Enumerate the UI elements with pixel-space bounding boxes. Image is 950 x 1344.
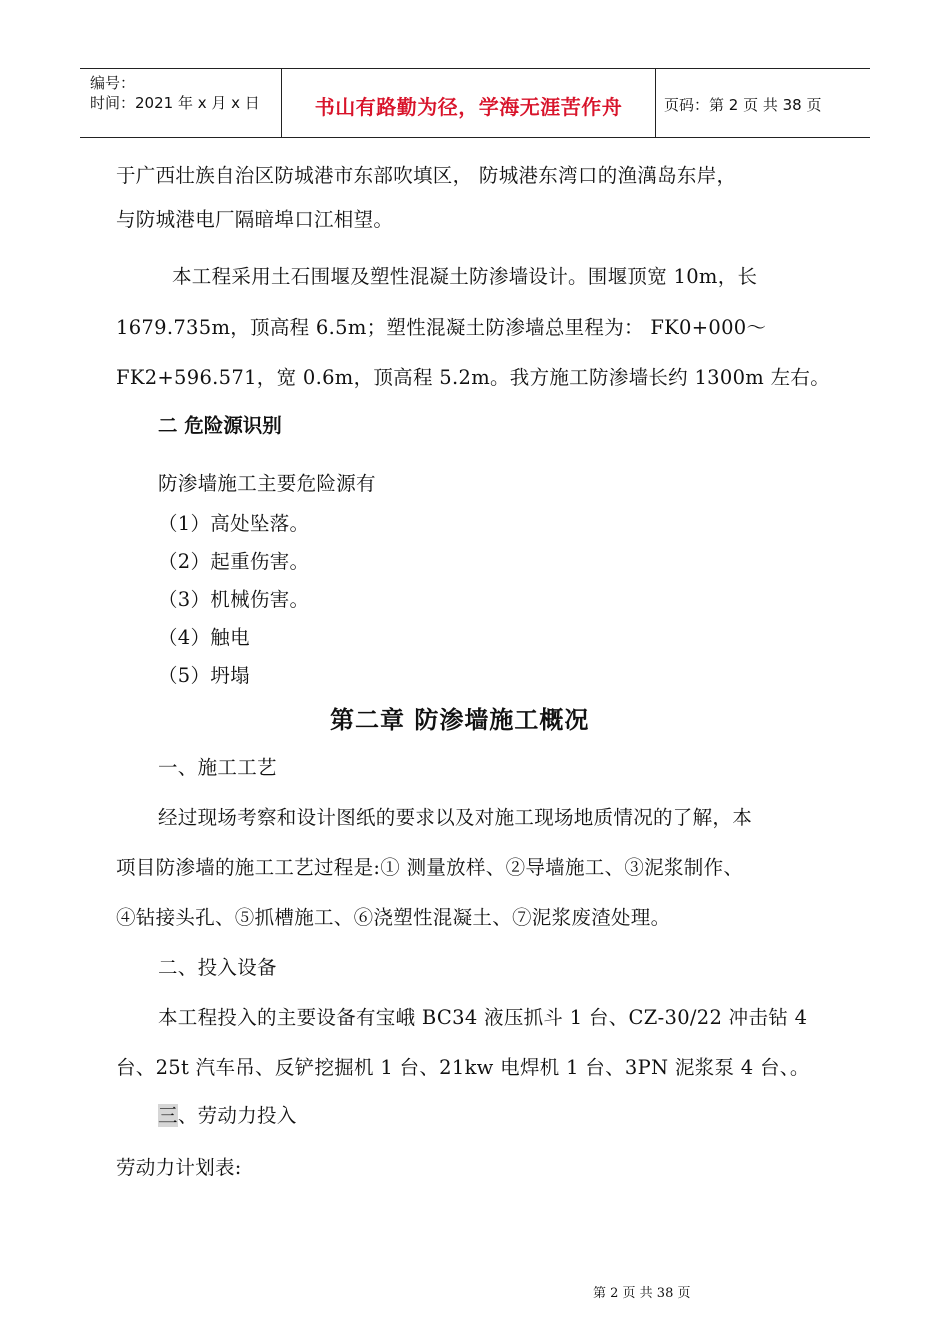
- paragraph-design-line-2: 1679.735m，顶高程 6.5m；塑性混凝土防渗墙总里程为： FK0+000～: [116, 316, 767, 339]
- document-date: 时间：2021 年 x 月 x 日: [90, 94, 260, 112]
- subsection-title-labor: [158, 1100, 297, 1128]
- subsection-number-highlight: 三: [158, 1104, 178, 1127]
- paragraph-process-line-2: 项目防渗墙的施工工艺过程是:① 测量放样、②导墙施工、③泥浆制作、: [116, 856, 744, 879]
- paragraph-equipment-line-2: 台、25t 汽车吊、反铲挖掘机 1 台、21kw 电焊机 1 台、3PN 泥浆泵 4 台、。: [116, 1056, 810, 1079]
- hazard-intro: 防渗墙施工主要危险源有: [158, 472, 376, 495]
- header-motto-cell: [282, 69, 656, 137]
- hazard-item: （4）触电: [158, 626, 250, 649]
- hazard-item: （1）高处坠落。: [158, 512, 310, 535]
- motto-text: 书山有路勤为径，学海无涯苦作舟: [314, 95, 623, 119]
- document-number-label: 编号：: [90, 74, 136, 92]
- footer-page-number: 第 2 页 共 38 页: [593, 1286, 691, 1301]
- labor-table-label: 劳动力计划表:: [116, 1156, 242, 1179]
- subsection-title-equipment: 二、投入设备: [158, 956, 277, 979]
- paragraph-process-line-1: 经过现场考察和设计图纸的要求以及对施工现场地质情况的了解，本: [158, 806, 753, 829]
- paragraph-location-line-1: 于广西壮族自治区防城港市东部吹填区， 防城港东湾口的渔澫岛东岸，: [116, 164, 737, 187]
- subsection-title-labor-text: 、劳动力投入: [177, 1104, 297, 1127]
- section-title-hazard-identification: 二 危险源识别: [158, 414, 282, 437]
- hazard-item: （3）机械伤害。: [158, 588, 310, 611]
- page-header: [80, 68, 870, 138]
- header-page-cell: [656, 69, 870, 137]
- chapter-title: 第二章 防渗墙施工概况: [330, 706, 590, 734]
- header-page-info: 页码：第 2 页 共 38 页: [664, 96, 822, 114]
- paragraph-equipment-line-1: 本工程投入的主要设备有宝峨 BC34 液压抓斗 1 台、CZ-30/22 冲击钻 4: [158, 1006, 808, 1029]
- hazard-item: （5）坍塌: [158, 664, 250, 687]
- header-meta-cell: [80, 69, 282, 137]
- subsection-title-process: 一、施工工艺: [158, 756, 277, 779]
- paragraph-location-line-2: 与防城港电厂隔暗埠口江相望。: [116, 208, 394, 231]
- paragraph-design-line-1: 本工程采用土石围堰及塑性混凝土防渗墙设计。围堰顶宽 10m，长: [172, 265, 758, 288]
- paragraph-process-line-3: ④钻接头孔、⑤抓槽施工、⑥浇塑性混凝土、⑦泥浆废渣处理。: [116, 906, 671, 929]
- hazard-item: （2）起重伤害。: [158, 550, 310, 573]
- paragraph-design-line-3: FK2+596.571，宽 0.6m，顶高程 5.2m。我方施工防渗墙长约 1300m 左右。: [116, 366, 830, 389]
